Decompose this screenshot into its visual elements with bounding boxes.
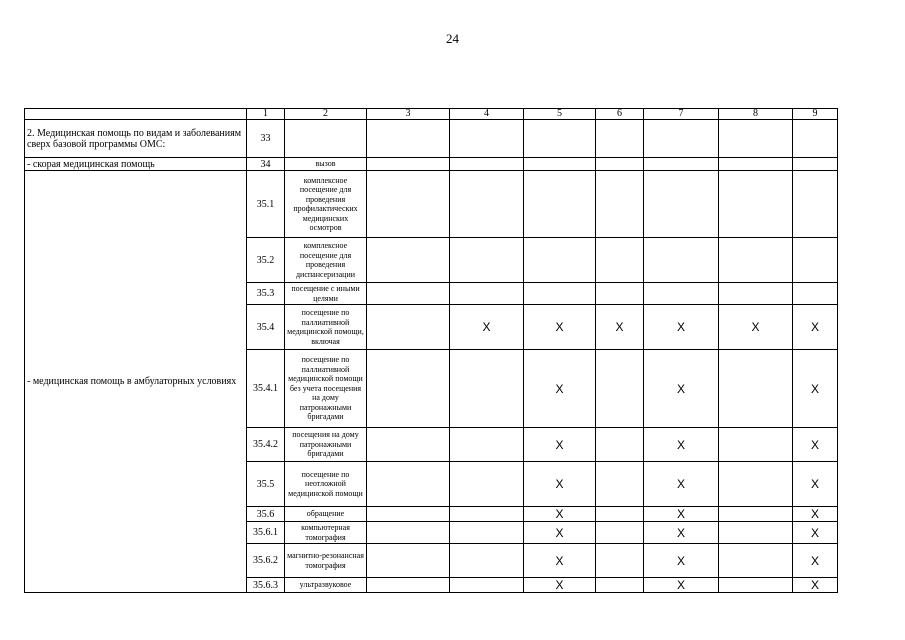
value-cell: Х bbox=[644, 544, 719, 578]
value-cell bbox=[450, 350, 524, 428]
row-number: 35.2 bbox=[247, 238, 285, 283]
value-cell bbox=[719, 462, 793, 507]
value-cell bbox=[644, 171, 719, 238]
value-cell: Х bbox=[793, 507, 838, 522]
value-cell bbox=[596, 350, 644, 428]
page-number: 24 bbox=[446, 31, 459, 46]
value-cell bbox=[367, 158, 450, 171]
value-cell: Х bbox=[524, 350, 596, 428]
value-cell: Х bbox=[644, 522, 719, 544]
row-number: 35.4 bbox=[247, 305, 285, 350]
section-label: - медицинская помощь в амбулаторных условиях bbox=[25, 171, 247, 593]
value-cell bbox=[367, 120, 450, 158]
value-cell: Х bbox=[524, 578, 596, 593]
value-cell bbox=[450, 522, 524, 544]
row-number: 35.5 bbox=[247, 462, 285, 507]
value-cell: Х bbox=[793, 522, 838, 544]
value-cell: Х bbox=[719, 305, 793, 350]
value-cell bbox=[524, 283, 596, 305]
value-cell: Х bbox=[450, 305, 524, 350]
value-cell bbox=[596, 120, 644, 158]
unit-of-measure: посещения на дому патронажными бригадами bbox=[285, 428, 367, 462]
value-cell bbox=[596, 238, 644, 283]
value-cell: Х bbox=[644, 578, 719, 593]
header-cell: 6 bbox=[596, 109, 644, 120]
value-cell bbox=[596, 522, 644, 544]
value-cell bbox=[367, 544, 450, 578]
value-cell: Х bbox=[524, 544, 596, 578]
value-cell bbox=[644, 158, 719, 171]
value-cell: Х bbox=[644, 305, 719, 350]
value-cell bbox=[719, 428, 793, 462]
value-cell bbox=[596, 428, 644, 462]
value-cell bbox=[524, 171, 596, 238]
value-cell bbox=[524, 120, 596, 158]
header-cell: 2 bbox=[285, 109, 367, 120]
unit-of-measure: посещение с иными целями bbox=[285, 283, 367, 305]
value-cell bbox=[596, 158, 644, 171]
header-cell: 5 bbox=[524, 109, 596, 120]
value-cell bbox=[719, 238, 793, 283]
value-cell bbox=[719, 171, 793, 238]
medical-care-table bbox=[24, 108, 838, 593]
value-cell bbox=[793, 238, 838, 283]
value-cell bbox=[719, 522, 793, 544]
value-cell bbox=[450, 507, 524, 522]
value-cell bbox=[524, 238, 596, 283]
value-cell bbox=[450, 120, 524, 158]
row-number: 35.6.3 bbox=[247, 578, 285, 593]
value-cell bbox=[450, 544, 524, 578]
value-cell: Х bbox=[524, 522, 596, 544]
value-cell bbox=[450, 578, 524, 593]
value-cell: Х bbox=[524, 428, 596, 462]
value-cell bbox=[644, 283, 719, 305]
value-cell: Х bbox=[793, 544, 838, 578]
value-cell: Х bbox=[596, 305, 644, 350]
row-number: 35.6.1 bbox=[247, 522, 285, 544]
unit-of-measure: комплексное посещение для проведения профилактических медицинских осмотров bbox=[285, 171, 367, 238]
header-cell: 3 bbox=[367, 109, 450, 120]
unit-of-measure: компьютерная томография bbox=[285, 522, 367, 544]
value-cell bbox=[644, 120, 719, 158]
value-cell bbox=[793, 283, 838, 305]
unit-of-measure bbox=[285, 120, 367, 158]
value-cell bbox=[450, 428, 524, 462]
value-cell: Х bbox=[793, 305, 838, 350]
table-row bbox=[25, 158, 838, 171]
value-cell bbox=[367, 283, 450, 305]
row-number: 35.4.1 bbox=[247, 350, 285, 428]
row-number: 34 bbox=[247, 158, 285, 171]
value-cell: Х bbox=[644, 428, 719, 462]
unit-of-measure: обращение bbox=[285, 507, 367, 522]
value-cell: Х bbox=[793, 578, 838, 593]
column-header-row bbox=[25, 109, 838, 120]
header-cell: 7 bbox=[644, 109, 719, 120]
value-cell bbox=[367, 350, 450, 428]
value-cell: Х bbox=[644, 462, 719, 507]
unit-of-measure: посещение по неотложной медицинской помощи bbox=[285, 462, 367, 507]
unit-of-measure: комплексное посещение для проведения диспансеризации bbox=[285, 238, 367, 283]
value-cell: Х bbox=[793, 350, 838, 428]
value-cell bbox=[793, 158, 838, 171]
value-cell bbox=[367, 238, 450, 283]
section-label: 2. Медицинская помощь по видам и заболеваниям сверх базовой программы ОМС: bbox=[25, 120, 247, 158]
value-cell bbox=[450, 238, 524, 283]
value-cell bbox=[719, 544, 793, 578]
value-cell bbox=[719, 507, 793, 522]
value-cell: Х bbox=[524, 305, 596, 350]
value-cell: Х bbox=[793, 428, 838, 462]
value-cell: Х bbox=[644, 507, 719, 522]
header-cell bbox=[25, 109, 247, 120]
value-cell bbox=[367, 305, 450, 350]
unit-of-measure: ультразвуковое bbox=[285, 578, 367, 593]
value-cell bbox=[596, 283, 644, 305]
header-cell: 8 bbox=[719, 109, 793, 120]
value-cell bbox=[596, 507, 644, 522]
table-row bbox=[25, 120, 838, 158]
value-cell bbox=[524, 158, 596, 171]
value-cell bbox=[596, 578, 644, 593]
value-cell bbox=[719, 120, 793, 158]
value-cell bbox=[367, 171, 450, 238]
value-cell bbox=[719, 283, 793, 305]
value-cell bbox=[596, 544, 644, 578]
row-number: 35.6 bbox=[247, 507, 285, 522]
table-row bbox=[25, 171, 838, 238]
value-cell bbox=[596, 171, 644, 238]
value-cell: Х bbox=[793, 462, 838, 507]
unit-of-measure: магнитно-резонансная томография bbox=[285, 544, 367, 578]
value-cell bbox=[793, 171, 838, 238]
row-number: 35.6.2 bbox=[247, 544, 285, 578]
value-cell bbox=[450, 171, 524, 238]
value-cell bbox=[367, 578, 450, 593]
value-cell bbox=[450, 158, 524, 171]
value-cell bbox=[367, 428, 450, 462]
value-cell bbox=[367, 462, 450, 507]
value-cell bbox=[596, 462, 644, 507]
value-cell bbox=[644, 238, 719, 283]
value-cell: Х bbox=[524, 507, 596, 522]
value-cell bbox=[367, 522, 450, 544]
value-cell bbox=[719, 578, 793, 593]
unit-of-measure: посещение по паллиативной медицинской помощи без учета посещения на дому патронажными бригадами bbox=[285, 350, 367, 428]
header-cell: 4 bbox=[450, 109, 524, 120]
value-cell bbox=[719, 158, 793, 171]
unit-of-measure: посещение по паллиативной медицинской помощи, включая bbox=[285, 305, 367, 350]
section-label: - скорая медицинская помощь bbox=[25, 158, 247, 171]
value-cell bbox=[450, 283, 524, 305]
value-cell bbox=[719, 350, 793, 428]
row-number: 35.4.2 bbox=[247, 428, 285, 462]
row-number: 33 bbox=[247, 120, 285, 158]
value-cell: Х bbox=[644, 350, 719, 428]
header-cell: 9 bbox=[793, 109, 838, 120]
value-cell bbox=[450, 462, 524, 507]
value-cell: Х bbox=[524, 462, 596, 507]
value-cell bbox=[367, 507, 450, 522]
row-number: 35.3 bbox=[247, 283, 285, 305]
unit-of-measure: вызов bbox=[285, 158, 367, 171]
row-number: 35.1 bbox=[247, 171, 285, 238]
value-cell bbox=[793, 120, 838, 158]
header-cell: 1 bbox=[247, 109, 285, 120]
